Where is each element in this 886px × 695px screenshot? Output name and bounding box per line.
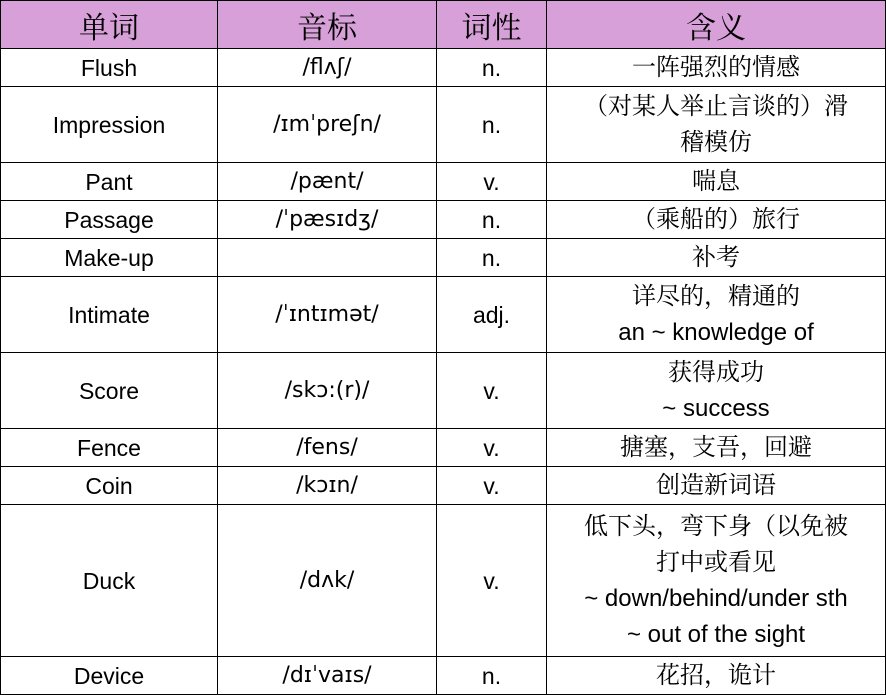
word-cell: Passage bbox=[1, 201, 218, 239]
meaning-line: 打中或看见 bbox=[656, 548, 776, 576]
header-phonetic: 音标 bbox=[218, 1, 437, 49]
part-of-speech-cell: v. bbox=[437, 353, 547, 429]
table-row bbox=[1, 353, 886, 429]
part-of-speech-cell: n. bbox=[437, 239, 547, 277]
table-row bbox=[1, 239, 886, 277]
header-part-of-speech: 词性 bbox=[437, 1, 547, 49]
meaning-cell bbox=[547, 505, 886, 657]
phonetic-cell: /pænt/ bbox=[218, 163, 437, 201]
meaning-line: ~ down/behind/under sth bbox=[584, 584, 848, 612]
phonetic-cell: /flʌʃ/ bbox=[218, 49, 437, 87]
part-of-speech-cell: v. bbox=[437, 163, 547, 201]
meaning-line: 详尽的，精通的 bbox=[632, 282, 800, 310]
phonetic-cell: /ˈpæsɪdʒ/ bbox=[218, 201, 437, 239]
phonetic-cell: /fens/ bbox=[218, 429, 437, 467]
table-body bbox=[1, 49, 886, 695]
meaning-line: 低下头，弯下身（以免被 bbox=[584, 512, 848, 540]
meaning-line: （乘船的）旅行 bbox=[632, 205, 800, 233]
meaning-line: 花招，诡计 bbox=[656, 661, 776, 689]
meaning-cell bbox=[547, 277, 886, 353]
part-of-speech-cell: v. bbox=[437, 429, 547, 467]
word-cell: Duck bbox=[1, 505, 218, 657]
meaning-cell bbox=[547, 163, 886, 201]
phonetic-cell: /ˈɪntɪmət/ bbox=[218, 277, 437, 353]
meaning-cell bbox=[547, 87, 886, 163]
word-cell: Coin bbox=[1, 467, 218, 505]
phonetic-cell: /dʌk/ bbox=[218, 505, 437, 657]
header-word: 单词 bbox=[1, 1, 218, 49]
word-cell: Intimate bbox=[1, 277, 218, 353]
meaning-cell bbox=[547, 467, 886, 505]
meaning-line: 搪塞，支吾，回避 bbox=[620, 433, 812, 461]
word-cell: Flush bbox=[1, 49, 218, 87]
word-cell: Impression bbox=[1, 87, 218, 163]
word-cell: Pant bbox=[1, 163, 218, 201]
meaning-line: 补考 bbox=[692, 243, 740, 271]
phonetic-cell: /ɪmˈpreʃn/ bbox=[218, 87, 437, 163]
meaning-cell bbox=[547, 353, 886, 429]
phonetic-cell: /kɔɪn/ bbox=[218, 467, 437, 505]
part-of-speech-cell: v. bbox=[437, 505, 547, 657]
word-cell: Make-up bbox=[1, 239, 218, 277]
part-of-speech-cell: v. bbox=[437, 467, 547, 505]
meaning-cell bbox=[547, 201, 886, 239]
part-of-speech-cell: n. bbox=[437, 657, 547, 695]
meaning-cell bbox=[547, 49, 886, 87]
meaning-line: 获得成功 bbox=[668, 358, 764, 386]
part-of-speech-cell: adj. bbox=[437, 277, 547, 353]
phonetic-cell: /dɪˈvaɪs/ bbox=[218, 657, 437, 695]
word-cell: Score bbox=[1, 353, 218, 429]
table-row bbox=[1, 163, 886, 201]
table-row bbox=[1, 429, 886, 467]
header-row bbox=[1, 1, 886, 49]
table-row bbox=[1, 201, 886, 239]
part-of-speech-cell: n. bbox=[437, 201, 547, 239]
meaning-cell bbox=[547, 657, 886, 695]
phonetic-cell bbox=[218, 239, 437, 277]
meaning-line: 喘息 bbox=[692, 167, 740, 195]
part-of-speech-cell: n. bbox=[437, 49, 547, 87]
meaning-line: an ~ knowledge of bbox=[618, 318, 814, 346]
meaning-line: 创造新词语 bbox=[656, 471, 776, 499]
part-of-speech-cell: n. bbox=[437, 87, 547, 163]
table-row bbox=[1, 467, 886, 505]
meaning-line: 一阵强烈的情感 bbox=[632, 53, 800, 81]
meaning-cell bbox=[547, 239, 886, 277]
table-row bbox=[1, 49, 886, 87]
meaning-line: 稽模仿 bbox=[680, 128, 752, 156]
meaning-line: ~ success bbox=[662, 394, 770, 422]
phonetic-cell: /skɔ:(r)/ bbox=[218, 353, 437, 429]
word-cell: Fence bbox=[1, 429, 218, 467]
table-row bbox=[1, 87, 886, 163]
table-row bbox=[1, 505, 886, 657]
table-row bbox=[1, 657, 886, 695]
meaning-cell bbox=[547, 429, 886, 467]
header-meaning: 含义 bbox=[547, 1, 886, 49]
table-row bbox=[1, 277, 886, 353]
word-cell: Device bbox=[1, 657, 218, 695]
meaning-line: （对某人举止言谈的）滑 bbox=[584, 92, 848, 120]
meaning-line: ~ out of the sight bbox=[626, 620, 806, 648]
